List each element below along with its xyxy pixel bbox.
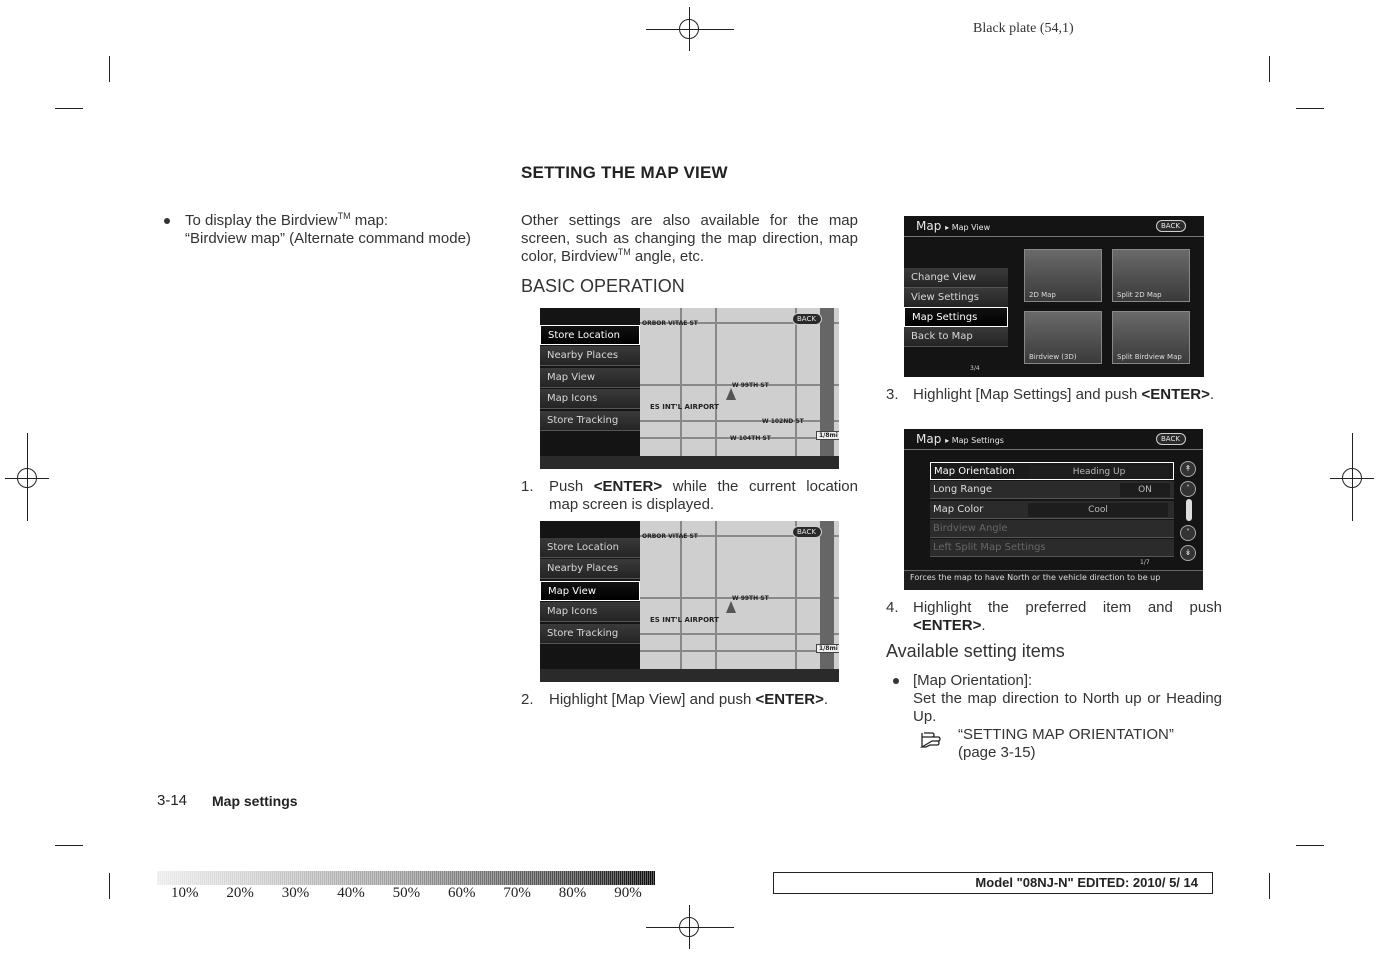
enter-key: <ENTER> (1141, 386, 1210, 403)
scrollbar-thumb[interactable] (1186, 499, 1192, 521)
calibration-label: 50% (392, 885, 421, 901)
calibration-label: 10% (171, 885, 199, 901)
plate-label: Black plate (54,1) (973, 21, 1074, 36)
intro-text-end: angle, etc. (630, 248, 705, 265)
menu-item-view-settings[interactable]: View Settings (904, 288, 1008, 308)
menu-item-nearby-places[interactable]: Nearby Places (540, 559, 640, 579)
menu-item-map-icons[interactable]: Map Icons (540, 602, 640, 622)
setting-value: Heading Up (1029, 465, 1169, 479)
menu-item-map-icons[interactable]: Map Icons (540, 389, 640, 409)
nav-screen-map-view (904, 216, 1204, 377)
calibration-label: 70% (503, 885, 531, 901)
setting-label: Long Range (933, 484, 993, 495)
step-text: . (823, 691, 829, 708)
back-button[interactable]: BACK (792, 313, 822, 325)
tile-split-birdview-map[interactable] (1112, 311, 1190, 364)
menu-item-map-view[interactable]: Map View (540, 581, 640, 601)
section-title: SETTING THE MAP VIEW (521, 163, 728, 182)
subtitle-text: Map View (951, 223, 991, 232)
map-label: W 104TH ST (730, 435, 771, 442)
tile-label: 2D Map (1029, 291, 1056, 299)
step-4-text (913, 599, 1222, 635)
subtitle-text: Map Settings (951, 436, 1004, 445)
map-label: W 99TH ST (732, 595, 769, 602)
tile-label: Split 2D Map (1117, 291, 1162, 299)
step-number: 3. (886, 386, 899, 403)
nav-screen-menu-1 (540, 308, 839, 469)
scroll-down-icon[interactable]: ˅ (1180, 525, 1196, 541)
tile-label: Split Birdview Map (1117, 353, 1182, 361)
calibration-label: 30% (281, 885, 310, 901)
enter-key: <ENTER> (755, 691, 824, 708)
step-1-text (549, 478, 858, 514)
menu-item-back-to-map[interactable]: Back to Map (904, 327, 1008, 347)
model-edited-box: Model "08NJ-N" EDITED: 2010/ 5/ 14 (773, 872, 1213, 894)
reference-page: (page 3-15) (958, 744, 1036, 761)
scroll-top-icon[interactable]: ↟ (1180, 461, 1196, 477)
left-bullet-line1-suffix: map: (350, 212, 389, 229)
title-text: Map (916, 219, 942, 233)
menu-item-store-location[interactable]: Store Location (540, 538, 640, 558)
bullet-dot (164, 218, 170, 224)
left-bullet-text (185, 212, 505, 248)
reference-title: “SETTING MAP ORIENTATION” (958, 726, 1174, 743)
map-scale: 1/8mi (816, 644, 839, 653)
tm-sup: TM (337, 211, 351, 221)
map-label: W 99TH ST (732, 382, 769, 389)
step-text: Highlight [Map Settings] and push (913, 386, 1142, 403)
step-3-text (913, 386, 1222, 404)
vehicle-icon (726, 601, 736, 613)
setting-label: Birdview Angle (933, 523, 1008, 534)
scroll-bottom-icon[interactable]: ↡ (1180, 545, 1196, 561)
menu-item-store-location[interactable]: Store Location (540, 325, 640, 345)
step-text: . (981, 617, 986, 634)
tm-sup: TM (617, 247, 631, 257)
menu-item-map-view[interactable]: Map View (540, 368, 640, 388)
setting-label: Map Orientation (934, 466, 1015, 477)
setting-row-map-color[interactable] (930, 501, 1174, 519)
nav-screen-menu-2 (540, 521, 839, 682)
cross-reference[interactable] (958, 726, 1222, 762)
intro-text: Other settings are also available for the map screen, such as changing the map direction, map color, Birdview (521, 212, 858, 265)
title-text: Map (916, 432, 942, 446)
menu-item-store-tracking[interactable]: Store Tracking (540, 624, 640, 644)
enter-key: <ENTER> (913, 617, 982, 634)
chapter-label: Map settings (212, 793, 298, 809)
setting-label: Left Split Map Settings (933, 542, 1046, 553)
calibration-label: 60% (448, 885, 476, 901)
setting-row-map-orientation[interactable] (930, 462, 1174, 480)
vehicle-icon (726, 388, 736, 400)
menu-item-map-settings[interactable]: Map Settings (904, 307, 1008, 327)
page-indicator: 3/4 (970, 365, 980, 372)
map-area (640, 521, 839, 669)
basic-operation-heading: BASIC OPERATION (521, 276, 685, 296)
calibration-label: 90% (614, 885, 642, 901)
back-button[interactable]: BACK (1156, 433, 1186, 445)
tile-2d-map[interactable] (1024, 249, 1102, 302)
intro-paragraph (521, 212, 858, 266)
tile-split-2d-map[interactable] (1112, 249, 1190, 302)
step-text: Push (549, 478, 594, 495)
back-button[interactable]: BACK (1156, 220, 1186, 232)
map-label: ORBOR VITAE ST (642, 533, 698, 540)
menu-item-change-view[interactable]: Change View (904, 268, 1008, 288)
screen-bottom-bar (540, 456, 839, 469)
step-text: while the current location map screen is displayed. (549, 478, 858, 513)
map-scale: 1/8mi (816, 431, 839, 440)
calibration-label: 40% (337, 885, 365, 901)
setting-row-birdview-angle[interactable] (930, 520, 1174, 538)
step-number: 1. (521, 478, 534, 495)
step-text: . (1209, 386, 1215, 403)
step-number: 4. (886, 599, 899, 616)
enter-key: <ENTER> (593, 478, 663, 495)
tile-label: Birdview (3D) (1029, 353, 1077, 361)
setting-row-left-split-map[interactable] (930, 539, 1174, 557)
setting-label: Map Color (933, 504, 984, 515)
page-number: 3-14 (157, 792, 188, 809)
left-bullet-line2: “Birdview map” (Alternate command mode) (185, 230, 471, 247)
back-button[interactable]: BACK (792, 526, 822, 538)
screen-title: Map ▸ Map View (916, 219, 991, 233)
setting-value: ON (1120, 483, 1170, 497)
setting-value: Cool (1028, 503, 1168, 517)
left-bullet-line1: To display the Birdview (185, 212, 338, 229)
bullet-dot (893, 678, 899, 684)
grayscale-calibration-bar (157, 871, 655, 885)
tile-birdview[interactable] (1024, 311, 1102, 364)
menu-item-store-tracking[interactable]: Store Tracking (540, 411, 640, 431)
available-item-desc: Set the map direction to North up or Heading Up. (913, 690, 1222, 725)
help-text: Forces the map to have North or the vehicle direction to be up (910, 573, 1161, 582)
map-label: ORBOR VITAE ST (642, 320, 698, 327)
map-area (640, 308, 839, 456)
pointing-hand-icon (920, 729, 946, 749)
scroll-up-icon[interactable]: ˄ (1180, 481, 1196, 497)
screen-title: Map ▸ Map Settings (916, 432, 1004, 446)
screen-bottom-bar (540, 669, 839, 682)
step-text: Highlight [Map View] and push (549, 691, 756, 708)
nav-screen-map-settings (904, 429, 1203, 590)
page-indicator: 1/7 (1140, 559, 1150, 566)
available-heading: Available setting items (886, 641, 1065, 661)
map-label: ES INT'L AIRPORT (650, 616, 719, 624)
setting-row-long-range[interactable] (930, 481, 1174, 499)
step-text: Highlight the preferred item and push (913, 599, 1222, 616)
step-number: 2. (521, 691, 534, 708)
map-label: W 102ND ST (762, 418, 804, 425)
calibration-label: 80% (558, 885, 587, 901)
available-item-title: [Map Orientation]: (913, 672, 1033, 689)
calibration-label: 20% (226, 885, 254, 901)
menu-item-nearby-places[interactable]: Nearby Places (540, 346, 640, 366)
map-label: ES INT'L AIRPORT (650, 403, 719, 411)
step-2-text (549, 691, 858, 709)
